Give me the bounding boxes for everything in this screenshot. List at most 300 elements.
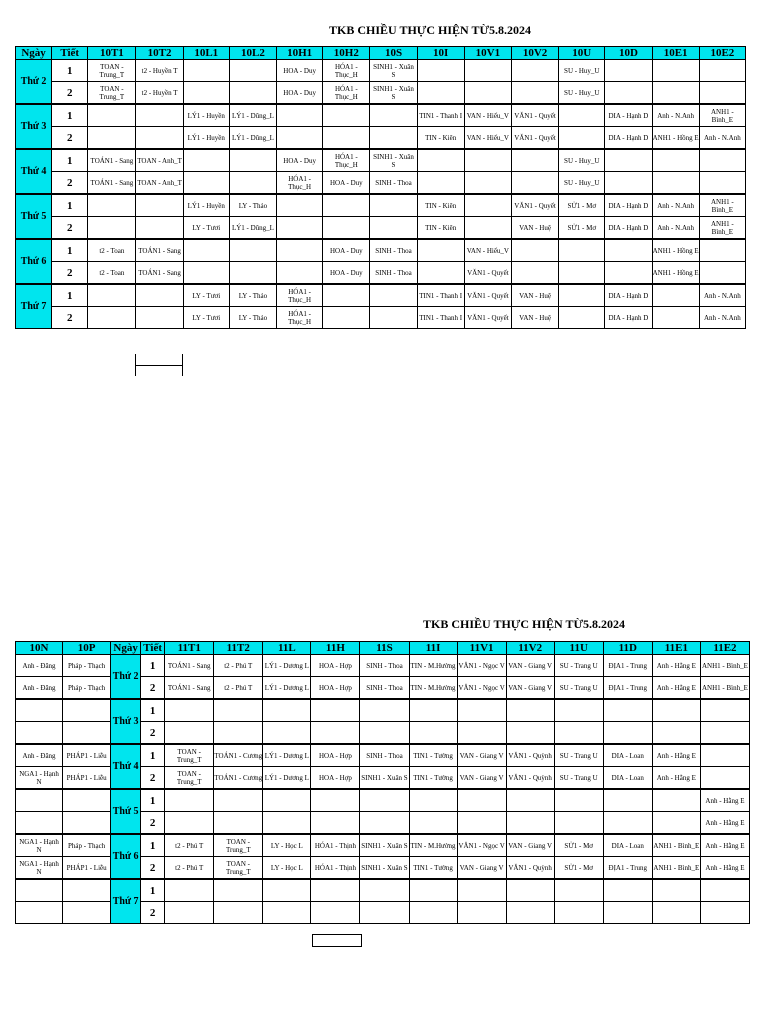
lesson-cell: [16, 812, 63, 835]
lesson-cell: VAN - Giang V: [457, 744, 506, 767]
lesson-cell: VĂN1 - Quỳnh: [506, 767, 554, 790]
lesson-cell: Pháp - Thạch: [63, 677, 111, 700]
period-cell: 1: [141, 699, 165, 722]
lesson-cell: [700, 722, 749, 745]
lesson-cell: TOÁN1 - Sang: [88, 172, 136, 195]
lesson-cell: ĐỊA1 - Trung: [603, 677, 652, 700]
lesson-cell: VĂN1 - Quyết: [464, 284, 511, 307]
day-cell: Thứ 5: [16, 194, 52, 239]
lesson-cell: Anh - Hằng E: [700, 834, 749, 857]
period-cell: 2: [141, 902, 165, 924]
lesson-cell: NGA1 - Hạnh N: [16, 857, 63, 880]
column-header: 11U: [554, 642, 603, 655]
lesson-cell: [652, 172, 699, 195]
table-row: [16, 149, 746, 172]
lesson-cell: TIN1 - Tường: [409, 744, 457, 767]
lesson-cell: [263, 722, 311, 745]
lesson-cell: [16, 902, 63, 924]
column-header: 10S: [370, 47, 417, 60]
lesson-cell: VAN - Huệ: [511, 307, 558, 329]
column-header: 11T1: [165, 642, 214, 655]
lesson-cell: [506, 722, 554, 745]
table-row: [16, 82, 746, 105]
column-header: 10D: [605, 47, 652, 60]
lesson-cell: [183, 82, 229, 105]
timetable-1-title: TKB CHIỀU THỰC HIỆN TỪ5.8.2024: [329, 23, 532, 37]
lesson-cell: LÝ1 - Huyền: [183, 194, 229, 217]
lesson-cell: SINH1 - Xuân S: [370, 149, 417, 172]
lesson-cell: [229, 149, 276, 172]
lesson-cell: SINH1 - Xuân S: [360, 834, 409, 857]
lesson-cell: [559, 262, 605, 285]
column-header: 11L: [263, 642, 311, 655]
lesson-cell: [323, 127, 370, 150]
lesson-cell: TOAN - Trung_T: [214, 857, 263, 880]
lesson-cell: [409, 699, 457, 722]
lesson-cell: [370, 194, 417, 217]
lesson-cell: VAN - Giang V: [506, 677, 554, 700]
column-header: 10T2: [136, 47, 183, 60]
lesson-cell: [605, 82, 652, 105]
lesson-cell: VAN - Hiếu_V: [464, 104, 511, 127]
table-row: [16, 744, 750, 767]
lesson-cell: DIA - Hạnh D: [605, 127, 652, 150]
lesson-cell: [554, 879, 603, 902]
day-cell: Thứ 6: [16, 239, 52, 284]
lesson-cell: [605, 149, 652, 172]
lesson-cell: SINH - Thoa: [360, 744, 409, 767]
lesson-cell: DIA - Hạnh D: [605, 217, 652, 240]
lesson-cell: [464, 60, 511, 82]
period-cell: 1: [141, 655, 165, 677]
lesson-cell: Pháp - Thạch: [63, 655, 111, 677]
lesson-cell: TOÁN1 - Sang: [136, 239, 183, 262]
lesson-cell: [603, 879, 652, 902]
lesson-cell: Anh - Hằng E: [700, 789, 749, 812]
lesson-cell: NGA1 - Hạnh N: [16, 834, 63, 857]
period-cell: 1: [141, 744, 165, 767]
lesson-cell: LÝ1 - Dương L: [263, 744, 311, 767]
period-cell: 1: [52, 239, 88, 262]
lesson-cell: [605, 60, 652, 82]
lesson-cell: PHÁP1 - Liễu: [63, 744, 111, 767]
lesson-cell: HÓA1 - Thục_H: [323, 82, 370, 105]
lesson-cell: t2 - Phú T: [165, 834, 214, 857]
lesson-cell: [214, 812, 263, 835]
lesson-cell: SỬ1 - Mơ: [559, 194, 605, 217]
lesson-cell: HÓA1 - Thục_H: [277, 284, 323, 307]
column-header: 10L1: [183, 47, 229, 60]
lesson-cell: [277, 239, 323, 262]
period-cell: 2: [52, 262, 88, 285]
lesson-cell: [214, 902, 263, 924]
period-cell: 2: [141, 677, 165, 700]
lesson-cell: t2 - Toan: [88, 239, 136, 262]
lesson-cell: [214, 722, 263, 745]
day-cell: Thứ 2: [16, 60, 52, 105]
period-cell: 2: [52, 217, 88, 240]
lesson-cell: Anh - N.Anh: [699, 284, 745, 307]
table-row: [16, 60, 746, 82]
lesson-cell: Anh - Đăng: [16, 744, 63, 767]
column-header: 10T1: [88, 47, 136, 60]
lesson-cell: TIN - Kiên: [417, 217, 464, 240]
column-header: 11E2: [700, 642, 749, 655]
table-row: [16, 655, 750, 677]
lesson-cell: [464, 172, 511, 195]
period-cell: 1: [141, 789, 165, 812]
lesson-cell: [700, 879, 749, 902]
lesson-cell: [417, 60, 464, 82]
lesson-cell: [699, 239, 745, 262]
period-cell: 2: [141, 857, 165, 880]
lesson-cell: LY - Học L: [263, 857, 311, 880]
table-row: [16, 104, 746, 127]
lesson-cell: [63, 902, 111, 924]
period-cell: 2: [52, 307, 88, 329]
lesson-cell: [323, 104, 370, 127]
lesson-cell: Anh - Đăng: [16, 677, 63, 700]
lesson-cell: VĂN1 - Ngọc V: [457, 677, 506, 700]
column-header: 10U: [559, 47, 605, 60]
lesson-cell: HOA - Duy: [323, 172, 370, 195]
lesson-cell: VAN - Huệ: [511, 284, 558, 307]
table-row: [16, 217, 746, 240]
lesson-cell: TOÁN1 - Sang: [88, 149, 136, 172]
lesson-cell: [136, 127, 183, 150]
lesson-cell: ANH1 - Bình_E: [699, 194, 745, 217]
lesson-cell: VAN - Huệ: [511, 217, 558, 240]
lesson-cell: HÓA1 - Thịnh: [311, 857, 360, 880]
lesson-cell: [652, 307, 699, 329]
lesson-cell: VAN - Giang V: [506, 655, 554, 677]
lesson-cell: [183, 149, 229, 172]
lesson-cell: ANH1 - Bình_E: [700, 677, 749, 700]
lesson-cell: PHÁP1 - Liễu: [63, 857, 111, 880]
column-header: 11I: [409, 642, 457, 655]
lesson-cell: Anh - N.Anh: [699, 127, 745, 150]
lesson-cell: [464, 217, 511, 240]
lesson-cell: [263, 699, 311, 722]
lesson-cell: [214, 699, 263, 722]
lesson-cell: [511, 60, 558, 82]
lesson-cell: TOÁN1 - Cương: [214, 767, 263, 790]
lesson-cell: LÝ1 - Dương L: [263, 677, 311, 700]
lesson-cell: HOA - Hợp: [311, 767, 360, 790]
lesson-cell: [136, 284, 183, 307]
lesson-cell: LÝ1 - Dũng_L: [229, 217, 276, 240]
lesson-cell: [554, 789, 603, 812]
lesson-cell: ANH1 - Bình_E: [652, 834, 700, 857]
lesson-cell: [263, 879, 311, 902]
lesson-cell: SU - Huy_U: [559, 82, 605, 105]
lesson-cell: [323, 217, 370, 240]
lesson-cell: [559, 104, 605, 127]
lesson-cell: PHÁP1 - Liễu: [63, 767, 111, 790]
lesson-cell: DIA - Hạnh D: [605, 194, 652, 217]
column-header: 11D: [603, 642, 652, 655]
lesson-cell: [417, 172, 464, 195]
lesson-cell: SINH1 - Xuân S: [360, 767, 409, 790]
lesson-cell: [699, 60, 745, 82]
day-cell: Thứ 5: [111, 789, 141, 834]
lesson-cell: [511, 239, 558, 262]
lesson-cell: [229, 172, 276, 195]
lesson-cell: [165, 879, 214, 902]
table-row: [16, 307, 746, 329]
lesson-cell: Anh - Hằng E: [700, 812, 749, 835]
lesson-cell: [263, 812, 311, 835]
lesson-cell: [277, 262, 323, 285]
lesson-cell: TOAN - Trung_T: [88, 60, 136, 82]
lesson-cell: t2 - Toan: [88, 262, 136, 285]
table-row: [16, 172, 746, 195]
lesson-cell: SU - Huy_U: [559, 172, 605, 195]
lesson-cell: Anh - N.Anh: [652, 194, 699, 217]
lesson-cell: t2 - Huyền T: [136, 82, 183, 105]
lesson-cell: t2 - Phú T: [165, 857, 214, 880]
lesson-cell: LÝ1 - Dũng_L: [229, 127, 276, 150]
lesson-cell: ĐỊA1 - Trung: [603, 857, 652, 880]
period-cell: 2: [141, 812, 165, 835]
lesson-cell: VAN - Giang V: [457, 857, 506, 880]
lesson-cell: [229, 60, 276, 82]
lesson-cell: NGA1 - Hạnh N: [16, 767, 63, 790]
period-cell: 1: [141, 879, 165, 902]
lesson-cell: [652, 82, 699, 105]
lesson-cell: TOÁN1 - Cương: [214, 744, 263, 767]
lesson-cell: VĂN1 - Quỳnh: [506, 744, 554, 767]
lesson-cell: [699, 82, 745, 105]
table-row: [16, 284, 746, 307]
lesson-cell: [183, 262, 229, 285]
lesson-cell: TIN1 - Thanh I: [417, 104, 464, 127]
lesson-cell: [409, 812, 457, 835]
lesson-cell: [699, 262, 745, 285]
lesson-cell: VĂN1 - Ngọc V: [457, 834, 506, 857]
column-header: Tiết: [141, 642, 165, 655]
lesson-cell: SU - Trang U: [554, 744, 603, 767]
table-row: [16, 239, 746, 262]
lesson-cell: [88, 307, 136, 329]
table-row: [16, 699, 750, 722]
column-header: 10L2: [229, 47, 276, 60]
lesson-cell: [360, 722, 409, 745]
lesson-cell: [360, 902, 409, 924]
lesson-cell: VĂN1 - Quyết: [511, 127, 558, 150]
lesson-cell: [652, 812, 700, 835]
lesson-cell: TOAN - Trung_T: [165, 744, 214, 767]
lesson-cell: [605, 239, 652, 262]
lesson-cell: [603, 722, 652, 745]
lesson-cell: [464, 82, 511, 105]
lesson-cell: [700, 744, 749, 767]
lesson-cell: [88, 284, 136, 307]
column-header: 10V1: [464, 47, 511, 60]
lesson-cell: [605, 172, 652, 195]
lesson-cell: [554, 699, 603, 722]
lesson-cell: LÝ1 - Dương L: [263, 767, 311, 790]
lesson-cell: [700, 699, 749, 722]
lesson-cell: TIN1 - Tường: [409, 857, 457, 880]
lesson-cell: HÓA1 - Thịnh: [311, 834, 360, 857]
period-cell: 1: [52, 104, 88, 127]
lesson-cell: [360, 879, 409, 902]
period-cell: 2: [52, 82, 88, 105]
lesson-cell: [323, 194, 370, 217]
lesson-cell: [311, 722, 360, 745]
lesson-cell: [506, 789, 554, 812]
column-header: 10E2: [699, 47, 745, 60]
lesson-cell: [165, 789, 214, 812]
column-header: 10H1: [277, 47, 323, 60]
table-row: [16, 789, 750, 812]
column-header: 10E1: [652, 47, 699, 60]
lesson-cell: [699, 149, 745, 172]
lesson-cell: TIN1 - Thanh I: [417, 284, 464, 307]
lesson-cell: HOA - Hợp: [311, 655, 360, 677]
lesson-cell: [165, 902, 214, 924]
lesson-cell: [511, 172, 558, 195]
lesson-cell: LY - Tươi: [183, 307, 229, 329]
lesson-cell: DIA - Loan: [603, 767, 652, 790]
lesson-cell: [136, 307, 183, 329]
lesson-cell: VĂN1 - Ngọc V: [457, 655, 506, 677]
column-header: 10I: [417, 47, 464, 60]
lesson-cell: [603, 812, 652, 835]
lesson-cell: DIA - Loan: [603, 834, 652, 857]
lesson-cell: ANH1 - Hồng E: [652, 239, 699, 262]
lesson-cell: SU - Huy_U: [559, 60, 605, 82]
lesson-cell: Anh - Hằng E: [652, 767, 700, 790]
lesson-cell: [559, 307, 605, 329]
period-cell: 1: [141, 834, 165, 857]
lesson-cell: SINH1 - Xuân S: [370, 82, 417, 105]
lesson-cell: HOA - Duy: [323, 239, 370, 262]
lesson-cell: [457, 789, 506, 812]
column-header: 10P: [63, 642, 111, 655]
lesson-cell: [183, 60, 229, 82]
lesson-cell: [603, 902, 652, 924]
lesson-cell: VĂN1 - Quyết: [511, 194, 558, 217]
lesson-cell: Anh - Hằng E: [700, 857, 749, 880]
lesson-cell: [323, 307, 370, 329]
lesson-cell: LY - Thảo: [229, 284, 276, 307]
lesson-cell: [16, 879, 63, 902]
lesson-cell: [88, 217, 136, 240]
timetable-grade-10: [15, 46, 746, 329]
lesson-cell: [360, 812, 409, 835]
table-row: [16, 127, 746, 150]
lesson-cell: [88, 194, 136, 217]
lesson-cell: SINH1 - Xuân S: [360, 857, 409, 880]
day-cell: Thứ 4: [16, 149, 52, 194]
lesson-cell: [559, 127, 605, 150]
lesson-cell: SINH - Thoa: [370, 239, 417, 262]
lesson-cell: [16, 699, 63, 722]
lesson-cell: VAN - Hiếu_V: [464, 239, 511, 262]
lesson-cell: [277, 194, 323, 217]
column-header: Tiết: [52, 47, 88, 60]
lesson-cell: [311, 699, 360, 722]
lesson-cell: ANH1 - Hồng E: [652, 127, 699, 150]
lesson-cell: LÝ1 - Huyền: [183, 127, 229, 150]
table-row: [16, 879, 750, 902]
timetable-grade-11: [15, 641, 750, 924]
day-cell: Thứ 3: [16, 104, 52, 149]
lesson-cell: HOA - Duy: [277, 82, 323, 105]
lesson-cell: SỬ1 - Mơ: [559, 217, 605, 240]
lesson-cell: [554, 902, 603, 924]
day-cell: Thứ 7: [111, 879, 141, 924]
column-header: 10N: [16, 642, 63, 655]
lesson-cell: SINH1 - Xuân S: [370, 60, 417, 82]
lesson-cell: TIN - M.Hường: [409, 655, 457, 677]
lesson-cell: [136, 217, 183, 240]
lesson-cell: DIA - Hạnh D: [605, 284, 652, 307]
lesson-cell: [652, 699, 700, 722]
lesson-cell: [263, 789, 311, 812]
day-cell: Thứ 2: [111, 655, 141, 700]
lesson-cell: TIN - M.Hường: [409, 677, 457, 700]
lesson-cell: HOA - Duy: [323, 262, 370, 285]
lesson-cell: [700, 767, 749, 790]
lesson-cell: [277, 104, 323, 127]
lesson-cell: TOAN - Trung_T: [165, 767, 214, 790]
bracket-mark: [135, 354, 183, 376]
lesson-cell: [165, 699, 214, 722]
lesson-cell: [229, 82, 276, 105]
lesson-cell: [165, 812, 214, 835]
lesson-cell: SU - Trang U: [554, 655, 603, 677]
lesson-cell: [457, 812, 506, 835]
lesson-cell: t2 - Phú T: [214, 655, 263, 677]
lesson-cell: Pháp - Thạch: [63, 834, 111, 857]
column-header: Ngày: [16, 47, 52, 60]
lesson-cell: [229, 262, 276, 285]
lesson-cell: [652, 60, 699, 82]
lesson-cell: Anh - N.Anh: [652, 217, 699, 240]
lesson-cell: HOA - Hợp: [311, 677, 360, 700]
timetable-header-row: [16, 642, 750, 655]
lesson-cell: [409, 722, 457, 745]
lesson-cell: Anh - Hằng E: [652, 655, 700, 677]
lesson-cell: [511, 262, 558, 285]
period-cell: 2: [52, 127, 88, 150]
lesson-cell: [323, 284, 370, 307]
lesson-cell: [652, 149, 699, 172]
lesson-cell: VAN - Hiếu_V: [464, 127, 511, 150]
lesson-cell: [63, 699, 111, 722]
column-header: 11S: [360, 642, 409, 655]
lesson-cell: TOÁN1 - Sang: [136, 262, 183, 285]
lesson-cell: TIN - Kiên: [417, 194, 464, 217]
lesson-cell: [360, 789, 409, 812]
lesson-cell: [652, 789, 700, 812]
lesson-cell: t2 - Phú T: [214, 677, 263, 700]
lesson-cell: [63, 879, 111, 902]
lesson-cell: TIN - M.Hường: [409, 834, 457, 857]
lesson-cell: [457, 699, 506, 722]
lesson-cell: LY - Tươi: [183, 284, 229, 307]
lesson-cell: TOÁN1 - Sang: [165, 655, 214, 677]
lesson-cell: [603, 699, 652, 722]
lesson-cell: SU - Huy_U: [559, 149, 605, 172]
lesson-cell: [277, 127, 323, 150]
lesson-cell: [417, 149, 464, 172]
lesson-cell: [360, 699, 409, 722]
lesson-cell: SU - Trang U: [554, 677, 603, 700]
